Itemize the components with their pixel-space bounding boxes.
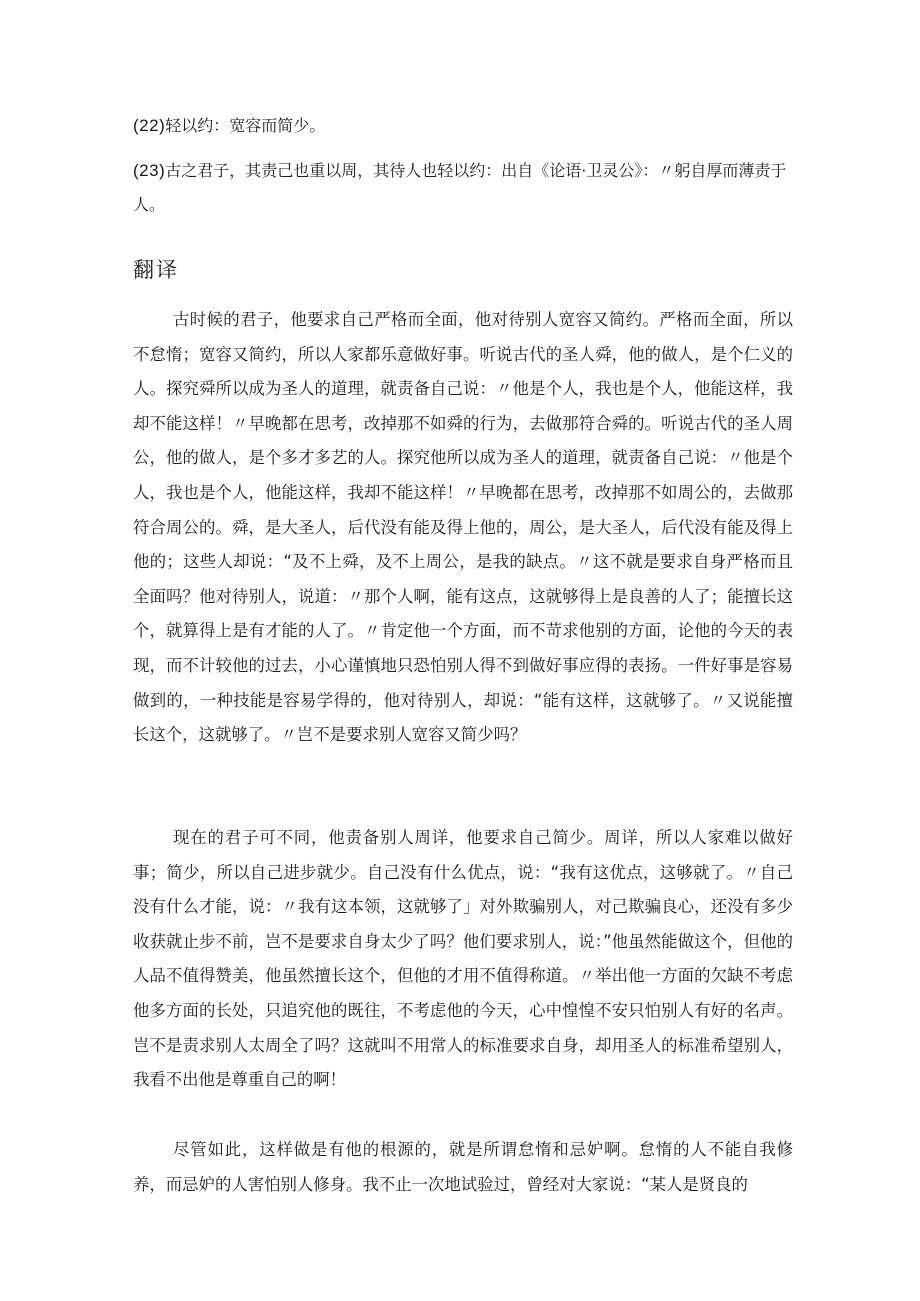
translation-paragraph-3: 尽管如此，这样做是有他的根源的，就是所谓怠惰和忌妒啊。怠惰的人不能自我修养，而忌妒的人害怕别人修身。我不止一次地试验过，曾经对大家说：“某人是贤良的: [133, 1140, 793, 1194]
footnote-number: (23): [133, 161, 166, 180]
section-heading: 翻译: [133, 258, 179, 282]
translation-paragraph-2: 现在的君子可不同，他责备别人周详，他要求自己简少。周详，所以人家难以做好事；简少，所以自己进步就少。自己没有什么优点，说：“我有这优点，这够就了。〃自己没有什么才能，说：〃我有这本领，这就够了」对外欺骗别人，对己欺骗良心，还没有多少收获就止步不前，岂不是要求自身太少了吗？他们要求别人，说：”他虽然能做这个，但他的人品不值得赞美，他虽然擅长这个，但他的才用不值得称道。〃举出他一方面的欠缺不考虑他多方面的长处，只追究他的既往，不考虑他的今天，心中惶惶不安只怕别人有好的名声。岂不是责求别人太周全了吗？这就叫不用常人的标准要求自身，却用圣人的标准希望别人，我看不出他是尊重自己的啊！: [133, 828, 793, 1090]
footnote-text: 轻以约：宽容而简少。: [165, 116, 326, 135]
translation-paragraph-1: 古时候的君子，他要求自己严格而全面，他对待别人宽容又简约。严格而全面，所以不怠惰；宽容又简约，所以人家都乐意做好事。听说古代的圣人舜，他的做人，是个仁义的人。探究舜所以成为圣人的道理，就责备自己说：〃他是个人，我也是个人，他能这样，我却不能这样！〃早晚都在思考，改掉那不如舜的行为，去做那符合舜的。听说古代的圣人周公，他的做人，是个多才多艺的人。探究他所以成为圣人的道理，就责备自己说：〃他是个人，我也是个人，他能这样，我却不能这样！〃早晚都在思考，改掉那不如周公的，去做那符合周公的。舜，是大圣人，后代没有能及得上他的，周公，是大圣人，后代没有能及得上他的；这些人却说：“及不上舜，及不上周公，是我的缺点。〃这不就是要求自身严格而且全面吗？他对待别人，说道：〃那个人啊，能有这点，这就够得上是良善的人了；能擅长这个，就算得上是有才能的人了。〃肯定他一个方面，而不苛求他别的方面，论他的今天的表现，而不计较他的过去，小心谨慎地只恐怕别人得不到做好事应得的表扬。一件好事是容易做到的，一种技能是容易学得的，他对待别人，却说：“能有这样，这就够了。〃又说能擅长这个，这就够了。〃岂不是要求别人宽容又简少吗？: [133, 310, 793, 745]
footnote-number: (22): [133, 116, 166, 135]
footnote-text: 古之君子，其责己也重以周，其待人也轻以约：出自《论语·卫灵公》：〃躬自厚而薄责于人。: [133, 161, 787, 214]
footnote-22: [133, 109, 793, 143]
footnote-23: [133, 154, 793, 222]
